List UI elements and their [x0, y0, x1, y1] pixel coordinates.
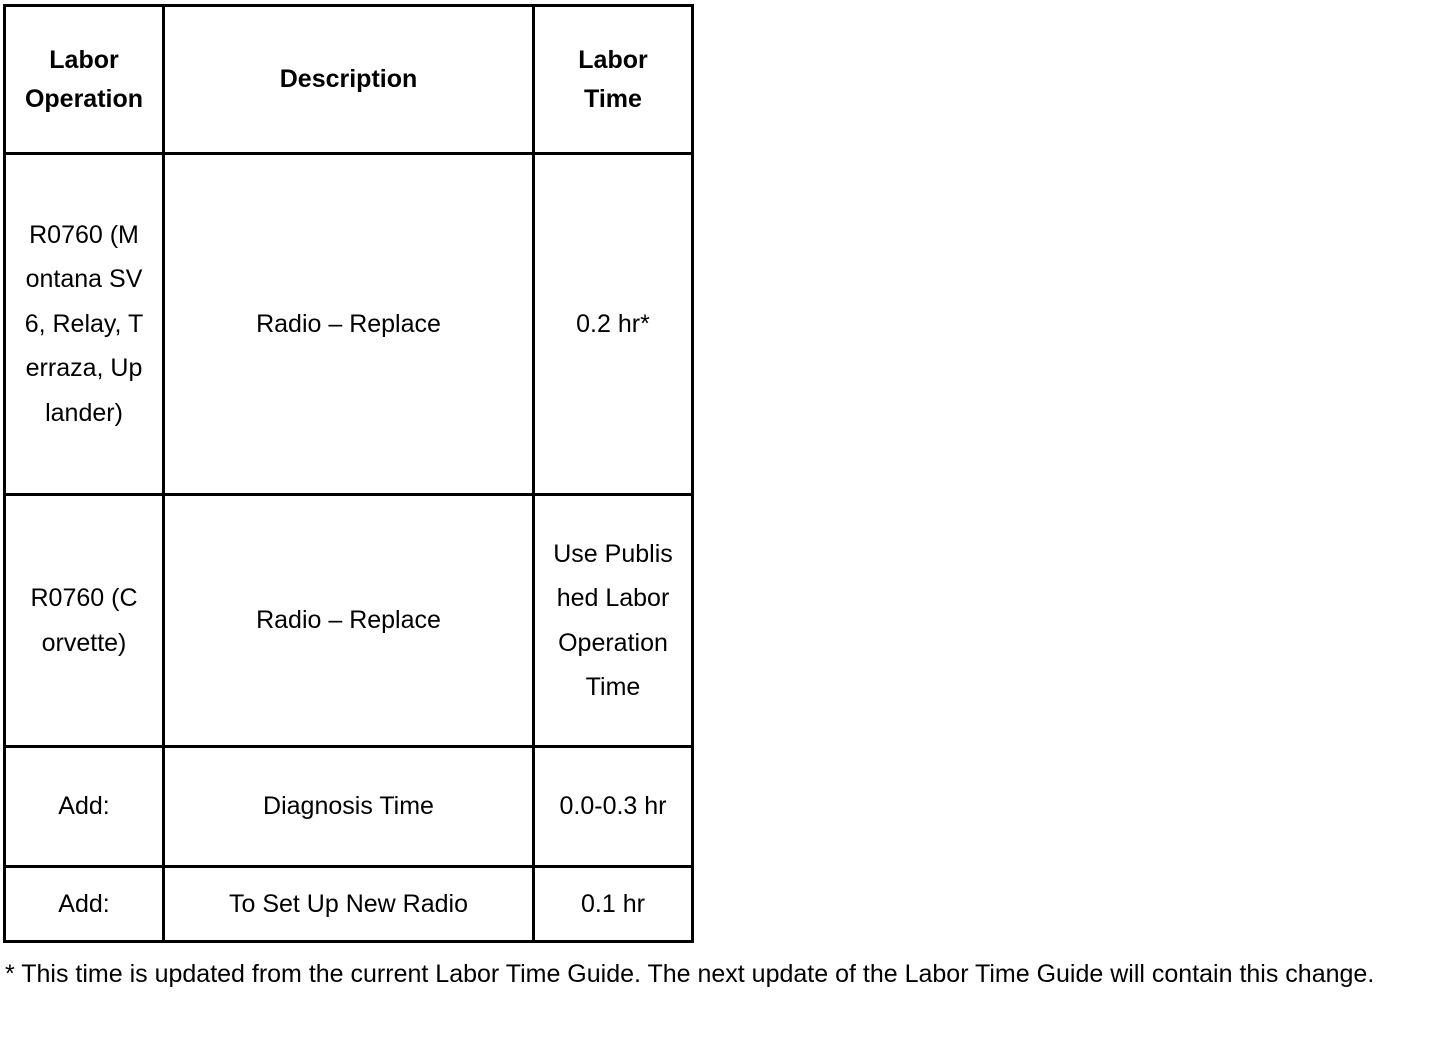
table-row [5, 867, 693, 942]
header-labor-operation: Labor Operation [5, 6, 164, 154]
header-row [5, 6, 693, 154]
cell-labor-time: 0.0-0.3 hr [534, 747, 693, 867]
header-labor-time: Labor Time [534, 6, 693, 154]
cell-labor-time: Use Published Labor Operation Time [534, 495, 693, 747]
header-description: Description [164, 6, 534, 154]
cell-labor-operation: R0760 (Montana SV6, Relay, Terraza, Uplander) [5, 154, 164, 495]
cell-labor-operation: Add: [5, 747, 164, 867]
cell-labor-time: 0.2 hr* [534, 154, 693, 495]
cell-description: Diagnosis Time [164, 747, 534, 867]
cell-labor-operation: R0760 (Corvette) [5, 495, 164, 747]
cell-description: To Set Up New Radio [164, 867, 534, 942]
cell-description: Radio – Replace [164, 495, 534, 747]
cell-labor-operation: Add: [5, 867, 164, 942]
cell-description: Radio – Replace [164, 154, 534, 495]
table-row [5, 495, 693, 747]
cell-labor-time: 0.1 hr [534, 867, 693, 942]
table-row [5, 747, 693, 867]
table-row [5, 154, 693, 495]
footnote: * This time is updated from the current Labor Time Guide. The next update of the Labor Time Guide will contain this change. [5, 960, 1375, 988]
labor-time-table [3, 4, 694, 943]
